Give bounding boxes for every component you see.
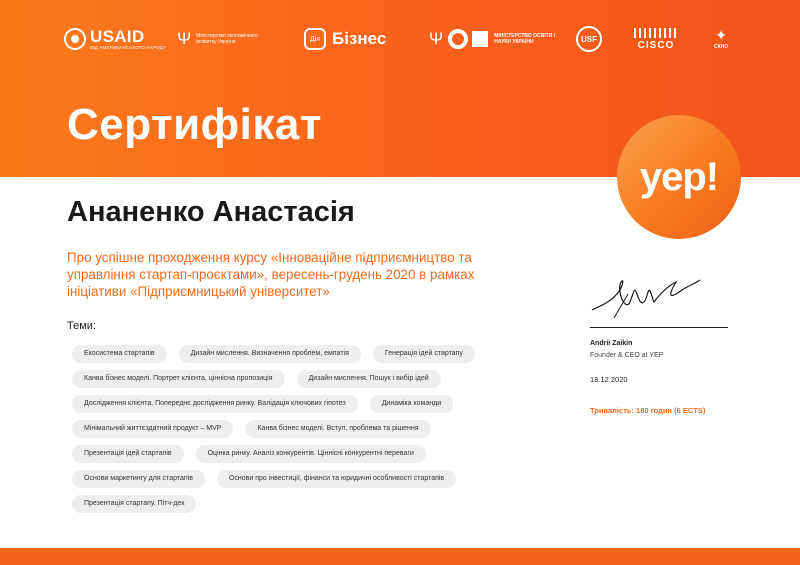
theme-tag: Екосистема стартапів [72, 345, 167, 363]
theme-tag: Дизайн мислення. Пошук і вибір ідей [297, 370, 441, 388]
signature-line [590, 327, 728, 328]
usf-badge: USF [576, 26, 602, 52]
square-icon [472, 31, 488, 47]
diya-wordmark: Бізнес [332, 29, 387, 48]
theme-tag: Презентація стартапу. Пітч-дек [72, 495, 196, 513]
theme-tag: Генерація ідей стартапу [373, 345, 475, 363]
ministry-economy-text: Міністерство економічного розвитку України [196, 33, 258, 45]
course-description: Про успішне проходження курсу «Інноваційне підприємництво та управління стартап-проєктами», вересень-грудень 2020 в рамках ініціативи «Підприємницький університет» [67, 250, 475, 299]
ministry-education-logo [429, 22, 556, 56]
yep-badge-text: yep! [639, 154, 719, 199]
themes-row [72, 420, 542, 438]
trident-icon: Ψ [177, 29, 192, 48]
themes-row [72, 345, 542, 363]
signer-role: Founder & CEO at YEP [590, 352, 664, 359]
theme-tag: Мінімальний життєздатний продукт – MVP [72, 420, 233, 438]
themes-label: Теми: [67, 320, 96, 332]
ckho-mark-icon: ✦ [715, 27, 727, 43]
theme-tag: Канва бізнес моделі. Вступ, проблема та рішення [245, 420, 430, 438]
theme-tag: Основи маркетингу для стартапів [72, 470, 205, 488]
signer-name: Andrii Zaikin [590, 340, 633, 347]
usaid-subtitle: ВІД АМЕРИКАНСЬКОГО НАРОДУ [90, 44, 167, 50]
themes-row [72, 370, 542, 388]
partner-logos [64, 22, 740, 56]
signature-icon [590, 272, 705, 324]
usaid-seal-icon [64, 28, 86, 50]
themes-list [72, 345, 542, 520]
themes-row [72, 495, 542, 513]
diya-business-logo [304, 22, 386, 56]
usf-logo [576, 22, 602, 56]
themes-row [72, 445, 542, 463]
ckho-logo [714, 22, 728, 56]
ring-icon [448, 29, 468, 49]
diya-badge: Дія [304, 28, 326, 50]
cisco-wordmark: CISCO [637, 39, 675, 51]
usaid-wordmark: USAID [90, 26, 145, 46]
usaid-logo [64, 22, 166, 56]
theme-tag: Канва бізнес моделі. Портрет клієнта, ціннісна пропозиція [72, 370, 285, 388]
theme-tag: Дослідження клієнта. Попереднє дослідження ринку. Валідація ключових гіпотез [72, 395, 358, 413]
theme-tag: Оцінка ринку. Аналіз конкурентів. Ціннісні конкурентні переваги [196, 445, 426, 463]
course-duration: Тривалість: 180 годин (6 ECTS) [590, 406, 706, 415]
ministry-education-text: МІНІСТЕРСТВО ОСВІТИ І НАУКИ УКРАЇНИ [494, 33, 556, 45]
themes-row [72, 395, 542, 413]
ministry-economy-logo [177, 22, 266, 56]
theme-tag: Основи про інвестиції, фінанси та юридичні особливості стартапів [217, 470, 456, 488]
theme-tag: Презентація ідей стартапів [72, 445, 184, 463]
theme-tag: Дизайн мислення. Визначення проблем, емпатія [179, 345, 361, 363]
issue-date: 18.12.2020 [590, 375, 628, 384]
certificate-title: Сертифікат [67, 100, 322, 149]
yep-badge [617, 115, 741, 239]
cisco-logo [634, 22, 678, 56]
theme-tag: Динаміка команди [370, 395, 453, 413]
themes-row [72, 470, 542, 488]
recipient-name: Ананенко Анастасія [67, 196, 355, 228]
trident-icon: Ψ [429, 29, 444, 48]
footer-bar [0, 548, 800, 565]
ckho-wordmark: СКНО [714, 44, 729, 50]
cisco-bars-icon [634, 28, 678, 38]
